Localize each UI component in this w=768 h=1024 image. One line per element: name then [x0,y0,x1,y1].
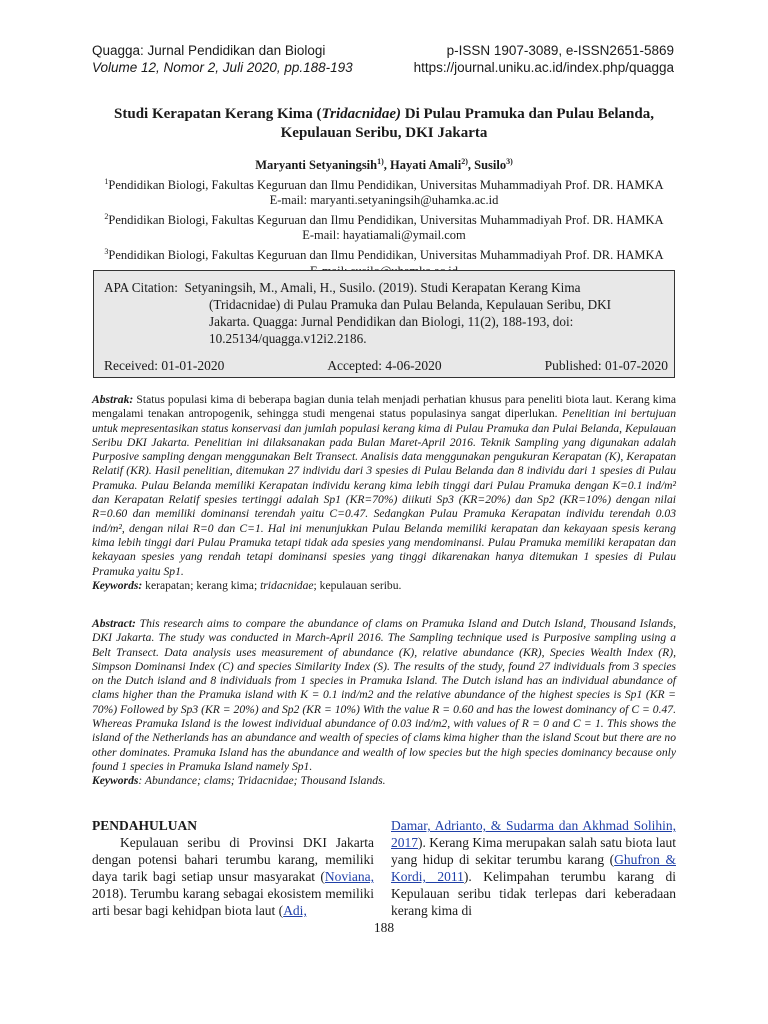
published-date: Published: 01-07-2020 [544,358,668,373]
body-right-column [391,817,676,919]
running-header-left [92,42,353,76]
body-left-column [92,817,374,919]
citation-link-noviana[interactable]: Noviana, [324,869,374,884]
citation-link-adi[interactable]: Adi, [283,903,307,918]
author-names [92,154,676,174]
authors-block [92,154,676,279]
title-line2: Kepulauan Seribu, DKI Jakarta [280,125,488,141]
abstrak-label: Abstrak: [92,393,134,406]
author-2: , Hayati Amali [383,158,462,173]
abstract-keywords-label: Keywords [92,774,139,788]
abstrak-keywords-b: tridacnidae [260,578,314,592]
affil-1-sup: 1 [104,176,109,186]
date-row [104,357,668,374]
abstract [92,617,676,789]
abstrak-p2: Penelitian ini bertujuan untuk mepresentasikan status konservasi dan jumlah populasi kerang kima di Pulau Pramuka dan Pulai Belanda, Kepulauan Seribu DKI Jakarta. Penelitian ini dilaksanakan pada Bulan Maret-April 2016. Teknik Sampling yang digunakan adalah Purposive sampling dengan menggunakan Belt Transect. Analisis data menggunakan pengukuran Kerapatan (K), Kerapatan Relatif (KR). Hasil penelitian, ditemukan 27 individu dari 3 spesies di Pulau Belanda dan 8 individu dari 1 spesies di Pulau Pramuka. Pulau Belanda memiliki Kerapatan individu kerang kima lebih tinggi dari Pulau Pramuka dengan K=0.1 ind/m² dan Kerapatan Relatif spesies tertinggi adalah Sp1 (KR=70%) diikuti Sp3 (KR=20%) dan Sp2 (KR=10%) dengan nilai R=0.60 dan memiliki dominansi terendah yaitu C=0.47. Sedangkan Pulau Pramuka Kerapatan individu terendah 0.03 ind/m², dengan nilai R=0 dan C=1. Hal ini menunjukkan Pulau Belanda memiliki kerapatan dan kekayaan spesis kerang kima lebih tinggi dari Pulau Pramuka tetapi tidak ada spesies yang mendominansi. Pulau Pramuka memiliki kerapatan dan kekayaan spesies yang rendah tetapi dominansi spesies yang tinggi dikarenakan hanya ditemukan 1 spesies di Pulau Pramuka yaitu Sp1. [92,407,676,578]
citation-link-ghufron[interactable]: Ghufron & Kordi, 2011 [391,852,676,884]
citation-label: APA Citation: [104,280,178,295]
abstrak-p1: Status populasi kima di beberapa bagian dunia telah menjadi perhatian khusus para peneliti biota laut. Kerang kima mengalami tenakan antropogenik, sehingga studi mengenai status populasinya sangat diperlukan. [92,393,676,421]
title-part2: Di Pulau Pramuka dan Pulau Belanda, [400,106,654,122]
affiliation-2 [92,209,676,229]
abstrak-keywords-c: ; kepulauan seribu. [313,578,402,592]
journal-issn: p-ISSN 1907-3089, e-ISSN2651-5869 [446,43,674,58]
received-date: Received: 01-01-2020 [104,358,225,373]
journal-volume: Volume 12, Nomor 2, Juli 2020, pp.188-193 [92,60,353,75]
citation-link-damar[interactable]: Damar, Adrianto, & Sudarma dan Akhmad Solihin, 2017 [391,818,676,850]
affil-2-text: Pendidikan Biologi, Fakultas Keguruan dan Ilmu Pendidikan, Universitas Muhammadiyah Prof. DR. HAMKA [108,212,664,227]
section-heading: PENDAHULUAN [92,818,198,833]
citation-line1 [104,279,664,296]
author-2-sup: 2) [461,157,468,166]
accepted-date: Accepted: 4-06-2020 [327,358,442,373]
running-header-right [414,42,674,76]
title-italic: Tridacnidae) [321,106,401,122]
abstrak [92,393,676,593]
author-3: , Susilo [467,158,507,173]
intro-text-d: ). Kelimpahan terumbu karang di Kepulauan seribu tidak terlepas dari keberadaan kerang kima di [391,869,676,918]
affil-3-text: Pendidikan Biologi, Fakultas Keguruan dan Ilmu Pendidikan, Universitas Muhammadiyah Prof. DR. HAMKA [108,248,664,263]
intro-paragraph-left [92,834,374,919]
affil-2-sup: 2 [104,211,109,221]
abstract-label: Abstract: [92,617,136,630]
citation-line3: Jakarta. Quagga: Jurnal Pendidikan dan Biologi, 11(2), 188-193, doi: [209,314,574,329]
citation-line2: (Tridacnidae) di Pulau Pramuka dan Pulau Belanda, Kepulauan Seribu, DKI [209,297,612,312]
author-3-sup: 3) [506,157,513,166]
title-part1: Studi Kerapatan Kerang Kima ( [114,106,322,122]
author-1-sup: 1) [377,157,384,166]
email-1: E-mail: maryanti.setyaningsih@uhamka.ac.id [269,193,499,208]
affiliation-1 [92,174,676,194]
intro-text-a: Kepulauan seribu di Provinsi DKI Jakarta dengan potensi bahari terumbu karang, memiliki daya tarik bagi setiap unsur masyarakat ( [92,835,374,884]
abstract-body: This research aims to compare the abundance of clams on Pramuka Island and Dutch Island, Thousand Islands, DKI Jakarta. The study was conducted in March-April 2016. The Sampling technique used is Purposive sampling using a Belt Transect. Data analysis uses measurement of abundance (K), relative abundance (KR), Species Wealth Index (R), Simpson Dominansi Index (C) and species Similarity Index (S). The results of the study, found 27 individuals from 3 species on the Dutch island and 8 individuals from 1 species in Pramuka Island. The Dutch island has an individual abundance of clams higher than the Pramuka island with K = 0.1 ind/m2 and the relative abundance of the highest species is Sp1 (KR = 70%) Followed by Sp3 (KR = 20%) and Sp2 (KR = 10%) With the value R = 0.60 and has the lowest dominancy of C = 0.47. Whereas Pramuka Island is the lowest individual abundance of 0.03 ind/m2, with values of R = 0 and C = 1. This shows the island of the Netherlands has an abundance and wealth of species of clams kima higher than the island Scout but there are no other dominates. Pramuka Island has the abundance and wealth of low species but the high species dominancy because only found 1 species in Pramuka Island namely Sp1. [92,617,676,773]
citation-line4: 10.25134/quagga.v12i2.2186. [209,331,367,346]
paper-title [92,105,676,143]
email-2: E-mail: hayatiamali@ymail.com [302,228,466,243]
author-1: Maryanti Setyaningsih [255,158,378,173]
citation-text-1: Setyaningsih, M., Amali, H., Susilo. (2019). Studi Kerapatan Kerang Kima [184,280,581,295]
abstrak-keywords-a: kerapatan; kerang kima; [142,578,261,592]
abstrak-keywords-label: Keywords: [92,578,143,592]
affil-1-text: Pendidikan Biologi, Fakultas Keguruan dan Ilmu Pendidikan, Universitas Muhammadiyah Prof. DR. HAMKA [108,177,664,192]
intro-text-b: 2018). Terumbu karang sebagai ekosistem memiliki arti besar bagi kehidpan biota laut ( [92,886,374,918]
affiliation-3 [92,244,676,264]
journal-url[interactable]: https://journal.uniku.ac.id/index.php/quagga [413,60,674,75]
intro-paragraph-right [391,817,676,919]
affil-3-sup: 3 [104,246,109,256]
abstract-keywords-text: : Abundance; clams; Tridacnidae; Thousand Islands. [138,774,386,788]
intro-text-c: ). Kerang Kima merupakan salah satu biota laut yang hidup di sekitar terumbu karang ( [391,835,676,867]
page-number: 188 [373,920,395,935]
citation-box [93,270,675,378]
journal-name: Quagga: Jurnal Pendidikan dan Biologi [92,43,326,58]
